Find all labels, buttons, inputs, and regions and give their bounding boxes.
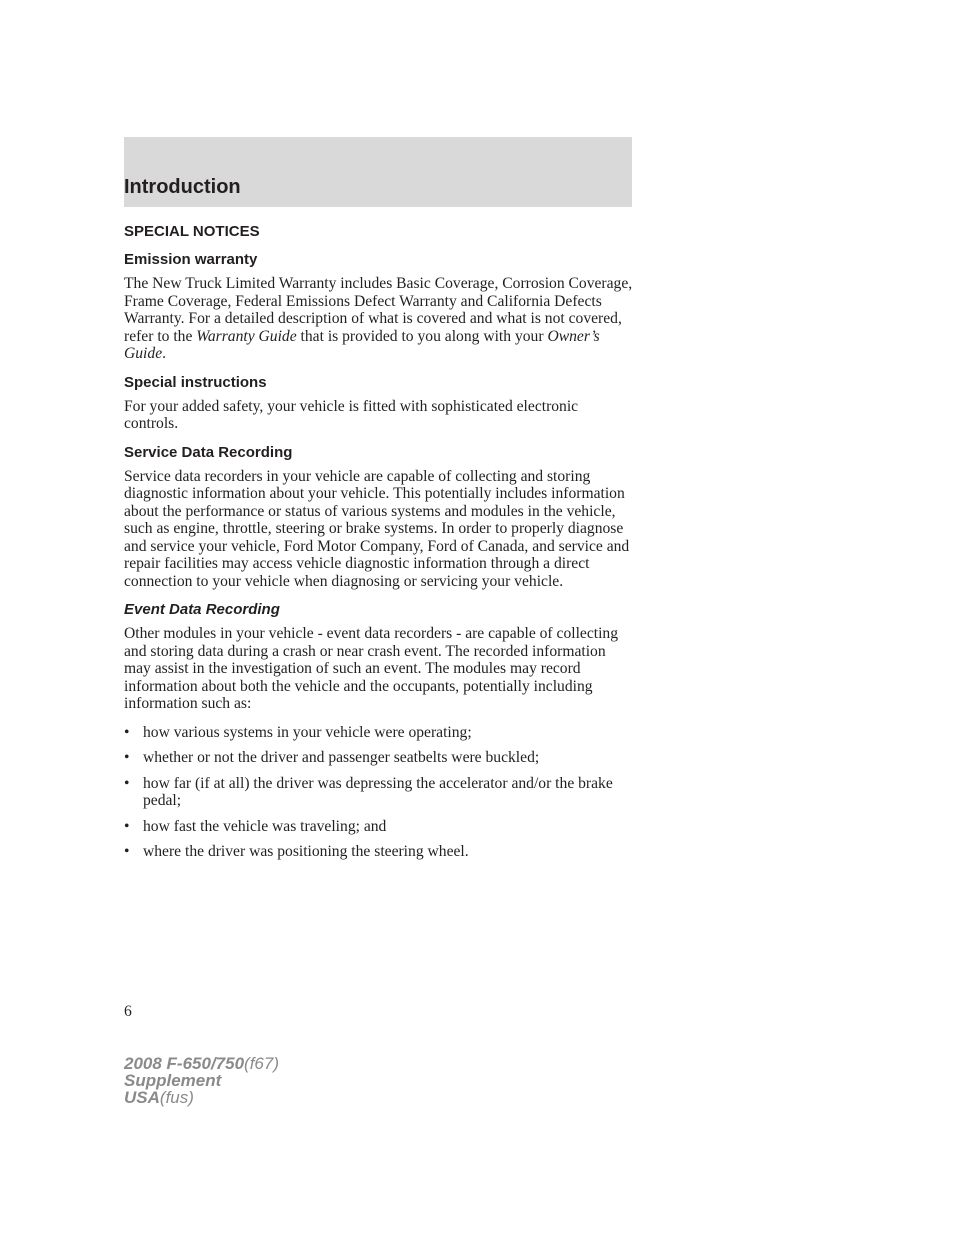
page-content <box>124 223 634 869</box>
bullet-icon: • <box>124 817 130 835</box>
footer-model-code: (f67) <box>244 1054 280 1073</box>
event-data-paragraph: Other modules in your vehicle - event data recorders - are capable of collecting and storing data during a crash or near crash event. The recorded information may assist in the investigation of such an event. The modules may record information about both the vehicle and the occupants, potentially including information such as: <box>124 625 619 712</box>
footer-line-supplement <box>124 1072 279 1089</box>
bullet-icon: • <box>124 774 130 792</box>
footer-market-code: (fus) <box>159 1088 194 1107</box>
bullet-icon: • <box>124 843 130 860</box>
list-item: • how various systems in your vehicle were operating; <box>124 723 472 741</box>
section-header-band <box>124 137 632 207</box>
section-title: Introduction <box>124 176 241 198</box>
footer-model: 2008 F-650/750 <box>124 1054 245 1073</box>
event-data-bullet-list <box>124 724 634 861</box>
emission-warranty-text-3: . <box>162 345 167 362</box>
footer-line-market <box>124 1089 279 1106</box>
footer-supplement: Supplement <box>124 1071 222 1090</box>
service-data-paragraph: Service data recorders in your vehicle are capable of collecting and storing diagnostic information about your vehicle. This potentially includes information about the performance or status of various systems and modules in the vehicle, such as engine, throttle, steering or brake systems. In order to properly diagnose and service your vehicle, Ford Motor Company, Ford of Canada, and service and repair facilities may access vehicle diagnostic information through a direct connection to your vehicle when diagnosing or servicing your vehicle. <box>124 467 630 590</box>
page-number: 6 <box>124 1003 132 1020</box>
list-item: • where the driver was positioning the steering wheel. <box>124 843 469 860</box>
event-data-heading: Event Data Recording <box>124 601 280 618</box>
bullet-icon: • <box>124 723 130 741</box>
emission-warranty-heading: Emission warranty <box>124 251 258 268</box>
footer-line-model <box>124 1055 279 1072</box>
bullet-icon: • <box>124 749 130 766</box>
service-data-heading: Service Data Recording <box>124 443 293 461</box>
list-item: • how fast the vehicle was traveling; and <box>124 817 387 835</box>
warranty-guide-title: Warranty Guide <box>196 327 297 345</box>
list-item: • how far (if at all) the driver was depressing the accelerator and/or the brake pedal; <box>124 774 613 809</box>
owners-guide-title: Owner’s Guide <box>124 327 600 362</box>
main-heading: SPECIAL NOTICES <box>124 223 260 240</box>
emission-warranty-paragraph <box>124 275 634 363</box>
footer-market: USA <box>124 1088 160 1107</box>
list-item: • whether or not the driver and passenger seatbelts were buckled; <box>124 749 540 766</box>
document-footer <box>124 1055 279 1106</box>
emission-warranty-text-1: The New Truck Limited Warranty includes Basic Coverage, Corrosion Coverage, Frame Coverage, Federal Emissions Defect Warranty and California Defects Warranty. For a detailed description of what is covered and what is not covered, refer to the <box>124 275 633 345</box>
special-instructions-heading: Special instructions <box>124 373 267 391</box>
special-instructions-paragraph: For your added safety, your vehicle is fitted with sophisticated electronic controls. <box>124 397 579 432</box>
emission-warranty-text-2: that is provided to you along with your <box>296 327 548 345</box>
